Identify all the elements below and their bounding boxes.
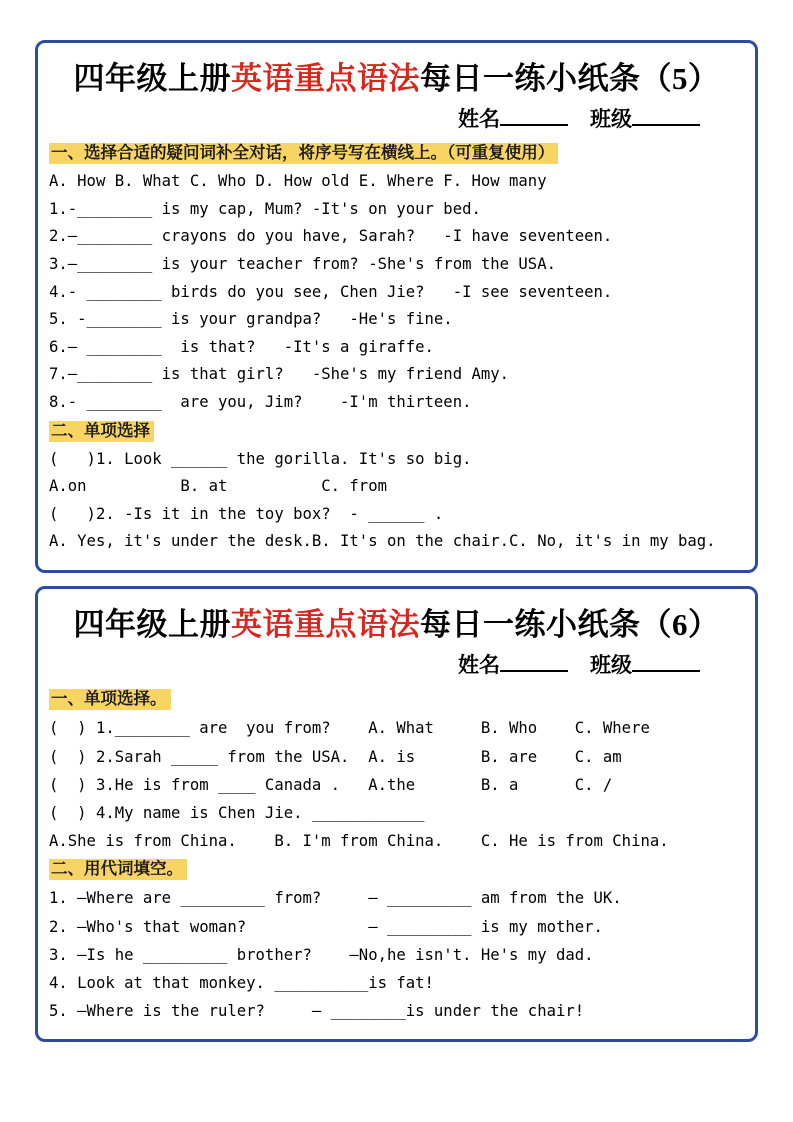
- fill-question-1: 1. —Where are _________ from? — _________ am from the UK.: [49, 889, 622, 908]
- question-line-7: 7.—________ is that girl? -She's my friend Amy.: [49, 365, 510, 384]
- title-suffix: 每日一练小纸条（5）: [420, 61, 720, 96]
- answer-options-line: A. How B. What C. Who D. How old E. Where F. How many: [49, 172, 547, 191]
- name-blank-underline: [500, 105, 568, 126]
- section-header-1: [49, 686, 744, 713]
- name-label: 姓名: [458, 653, 500, 678]
- section-header-2-text: 二、用代词填空。: [49, 859, 187, 880]
- section-header-2-text: 二、单项选择: [49, 421, 154, 442]
- choice-question-2: ( ) 2.Sarah _____ from the USA. A. is B. are C. am: [49, 747, 622, 766]
- section-header-1-text: 一、单项选择。: [49, 689, 171, 710]
- choice-question-1: ( )1. Look ______ the gorilla. It's so big.: [49, 449, 472, 468]
- panel-title: [49, 59, 744, 99]
- class-label: 班级: [590, 653, 632, 678]
- question-line-5: 5. -________ is your grandpa? -He's fine.: [49, 310, 453, 329]
- title-highlight: 英语重点语法: [231, 607, 420, 643]
- question-line-6: 6.— ________ is that? -It's a giraffe.: [49, 337, 434, 356]
- title-highlight: 英语重点语法: [231, 61, 420, 96]
- choice-options-1: A.on B. at C. from: [49, 477, 387, 496]
- question-line-8: 8.- ________ are you, Jim? -I'm thirteen.: [49, 393, 472, 412]
- title-prefix: 四年级上册: [73, 61, 231, 96]
- question-line-4: 4.- ________ birds do you see, Chen Jie? -I see seventeen.: [49, 282, 613, 301]
- choice-options-2: A. Yes, it's under the desk.B. It's on the chair.C. No, it's in my bag.: [49, 532, 716, 551]
- choice-options-4: A.She is from China. B. I'm from China. C. He is from China.: [49, 832, 669, 851]
- section-header-1: [49, 140, 744, 167]
- fill-question-2: 2. —Who's that woman? — _________ is my mother.: [49, 917, 603, 936]
- class-blank-underline: [632, 651, 700, 672]
- name-blank-underline: [500, 651, 568, 672]
- section-header-2: [49, 856, 744, 883]
- title-prefix: 四年级上册: [73, 607, 231, 643]
- fill-question-5: 5. —Where is the ruler? — ________is under the chair!: [49, 1002, 585, 1021]
- choice-question-3: ( ) 3.He is from ____ Canada . A.the B. a C. /: [49, 775, 613, 794]
- choice-question-1: ( ) 1.________ are you from? A. What B. Who C. Where: [49, 719, 650, 738]
- worksheet-panel-5: [35, 40, 758, 573]
- class-label: 班级: [590, 107, 632, 132]
- choice-question-2: ( )2. -Is it in the toy box? - ______ .: [49, 504, 444, 523]
- class-blank-underline: [632, 105, 700, 126]
- question-line-3: 3.—________ is your teacher from? -She's from the USA.: [49, 255, 556, 274]
- section-header-2: [49, 418, 744, 445]
- section-header-1-text: 一、选择合适的疑问词补全对话，将序号写在横线上。（可重复使用）: [49, 143, 558, 164]
- question-line-1: 1.-________ is my cap, Mum? -It's on your bed.: [49, 199, 481, 218]
- name-label: 姓名: [458, 107, 500, 132]
- choice-question-4: ( ) 4.My name is Chen Jie. ____________: [49, 803, 425, 822]
- question-line-2: 2.—________ crayons do you have, Sarah? -I have seventeen.: [49, 227, 613, 246]
- fill-question-3: 3. —Is he _________ brother? —No,he isn't. He's my dad.: [49, 945, 594, 964]
- worksheet-panel-6: [35, 586, 758, 1042]
- name-class-line: [49, 649, 744, 685]
- name-class-line: [49, 103, 744, 139]
- title-suffix: 每日一练小纸条（6）: [420, 607, 720, 643]
- fill-question-4: 4. Look at that monkey. __________is fat!: [49, 973, 434, 992]
- panel-title: [49, 605, 744, 645]
